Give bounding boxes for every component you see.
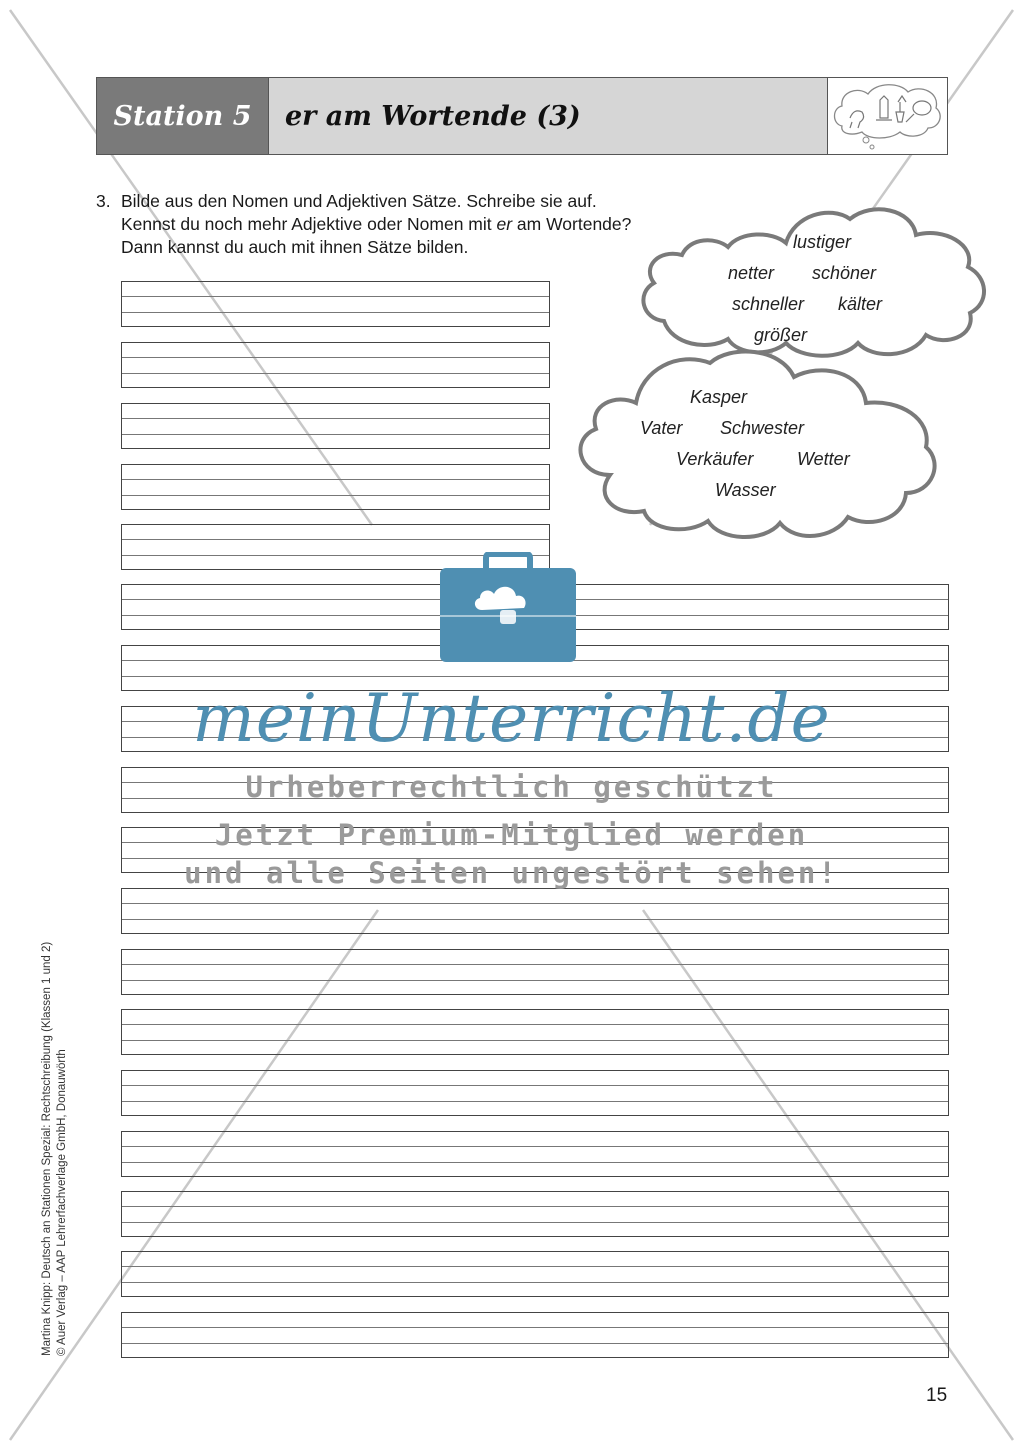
watermark-premium-line-2: und alle Seiten ungestört sehen! [184, 856, 839, 890]
thought-bubble-picture [827, 78, 947, 154]
cloud-word: Vater [640, 418, 683, 438]
writing-line[interactable] [121, 1131, 949, 1177]
copyright-line: Martina Knipp: Deutsch an Stationen Spezial: Rechtschreibung (Klassen 1 und 2) [41, 941, 53, 1356]
station-label: Station 5 [97, 78, 269, 154]
cloud-word: lustiger [793, 232, 852, 252]
cloud-word: Wetter [797, 449, 850, 469]
watermark-site-name: meinUnterricht.de [192, 680, 831, 757]
writing-line[interactable] [121, 281, 550, 327]
noun-cloud [570, 347, 942, 547]
station-title: er am Wortende (3) [285, 100, 581, 132]
writing-line[interactable] [121, 888, 949, 934]
cloud-word: Verkäufer [676, 449, 754, 469]
task-line-1: Bilde aus den Nomen und Adjektiven Sätze. Schreibe sie auf. [121, 191, 597, 211]
station-header [96, 77, 948, 155]
page-number: 15 [926, 1385, 948, 1406]
watermark-copyright: Urheberrechtlich geschützt [245, 770, 778, 804]
copyright-line: © Auer Verlag – AAP Lehrerfachverlage GmbH, Donauwörth [56, 1049, 68, 1356]
writing-line[interactable] [121, 403, 550, 449]
cloud-word: Kasper [690, 387, 748, 407]
cloud-word: schöner [812, 263, 877, 283]
writing-line[interactable] [121, 1251, 949, 1297]
task-line-3: Dann kannst du auch mit ihnen Sätze bilden. [121, 237, 469, 257]
copyright-sidebar [40, 942, 70, 1356]
cloud-word: Schwester [720, 418, 805, 438]
writing-line[interactable] [121, 1191, 949, 1237]
cloud-word: schneller [732, 294, 805, 314]
task-emphasis: er [496, 214, 513, 234]
cloud-word: netter [728, 263, 775, 283]
writing-line[interactable] [121, 949, 949, 995]
cloud-word: Wasser [715, 480, 776, 500]
writing-line[interactable] [121, 1070, 949, 1116]
cloud-word: kälter [838, 294, 883, 314]
watermark-premium-line: Jetzt Premium-Mitglied werden [214, 818, 809, 852]
writing-line[interactable] [121, 342, 550, 388]
briefcase-cloud-icon [438, 552, 578, 664]
thought-bubble-icon [828, 78, 946, 153]
task-number: 3. [96, 191, 111, 211]
writing-line[interactable] [121, 1009, 949, 1055]
writing-line[interactable] [121, 464, 550, 510]
writing-line[interactable] [121, 1312, 949, 1358]
task-line-2: Kennst du noch mehr Adjektive oder Nomen mit er am Wortende? [121, 214, 632, 234]
cloud-word: größer [754, 325, 808, 345]
